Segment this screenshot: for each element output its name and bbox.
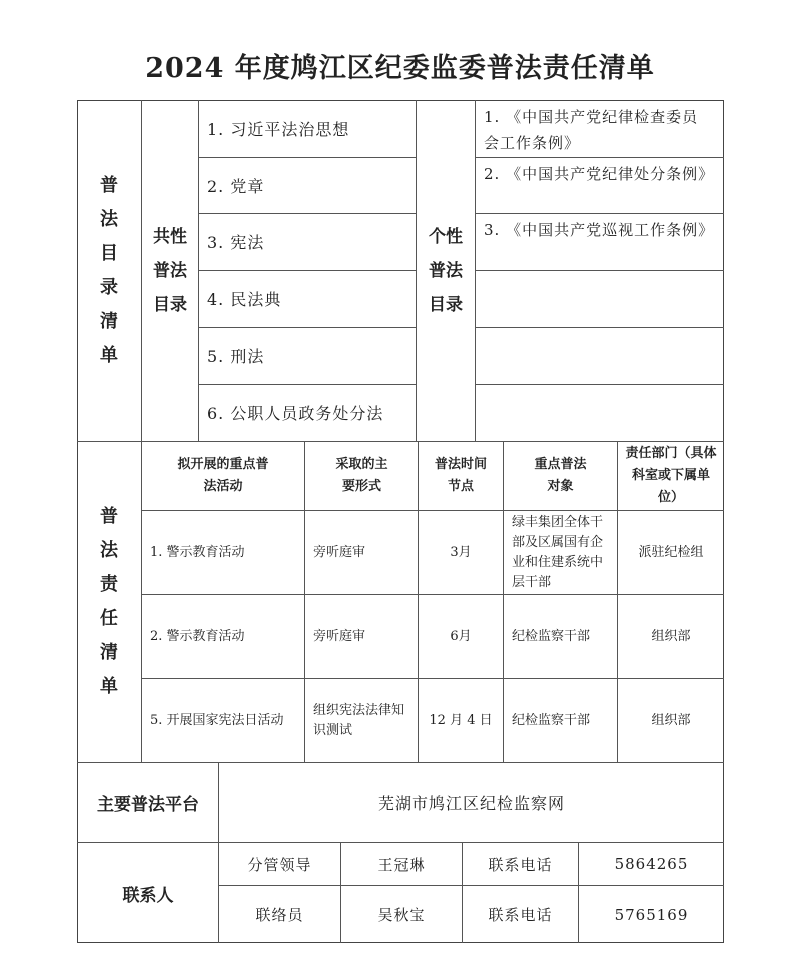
catalog-section-label: 普法目录清单: [100, 174, 118, 366]
common-item: 4. 民法典: [207, 290, 282, 309]
contact-phone-label: 联系电话: [488, 855, 553, 874]
specific-catalog-label: 个性普法目录: [429, 226, 463, 315]
table-cell-form: 组织宪法法律知识测试: [313, 702, 405, 738]
platform-label: 主要普法平台: [97, 795, 199, 815]
common-item: 2. 党章: [207, 176, 265, 196]
common-item: 5. 刑法: [207, 347, 265, 366]
specific-item: [476, 327, 723, 384]
column-header-time: 普法时间节点: [434, 456, 487, 494]
table-cell-target: 纪检监察干部: [512, 628, 591, 644]
table-cell-department: 组织部: [651, 628, 691, 644]
common-item: 1. 习近平法治思想: [207, 120, 350, 139]
contact-role: 联络员: [255, 906, 304, 924]
contact-phone-label: 联系电话: [488, 906, 553, 924]
specific-item: 1. 《中国共产党纪律检查委员会工作条例》: [484, 108, 699, 152]
contact-phone: 5765169: [614, 905, 689, 924]
common-item: 6. 公职人员政务处分法: [207, 404, 384, 423]
column-header-activity: 拟开展的重点普法活动: [177, 456, 269, 494]
table-cell-target: 纪检监察干部: [512, 712, 591, 728]
contact-name: 吴秋宝: [377, 906, 426, 924]
column-header-form: 采取的主要形式: [335, 456, 388, 494]
contact-label: 联系人: [122, 885, 174, 906]
responsibility-section-label: 普法责任清单: [100, 505, 118, 697]
table-cell-department: 派驻纪检组: [638, 544, 704, 560]
column-header-target: 重点普法对象: [534, 456, 587, 494]
specific-item: 3. 《中国共产党巡视工作条例》: [484, 221, 715, 239]
contact-role: 分管领导: [247, 855, 312, 874]
table-cell-target: 绿丰集团全体干部及区属国有企业和住建系统中层干部: [512, 514, 604, 590]
specific-item: [476, 384, 723, 441]
specific-item: 2. 《中国共产党纪律处分条例》: [484, 165, 715, 183]
table-cell-activity: 2. 警示教育活动: [150, 628, 245, 644]
table-cell-activity: 1. 警示教育活动: [150, 544, 245, 560]
specific-item: [476, 270, 723, 327]
table-cell-form: 旁听庭审: [313, 544, 366, 560]
contact-name: 王冠琳: [377, 855, 426, 874]
page-title: 2024 年度鸠江区纪委监委普法责任清单: [145, 53, 655, 84]
column-header-department: 责任部门（具体科室或下属单位）: [625, 445, 717, 505]
common-item: 3. 宪法: [207, 233, 265, 252]
table-cell-time: 6月: [450, 628, 472, 644]
table-cell-time: 3月: [450, 544, 472, 560]
contact-phone: 5864265: [614, 855, 689, 873]
common-catalog-label: 共性普法目录: [153, 226, 187, 315]
table-cell-time: 12 月 4 日: [429, 712, 493, 728]
table-cell-activity: 5. 开展国家宪法日活动: [150, 712, 284, 728]
table-cell-department: 组织部: [651, 712, 691, 728]
divider: [416, 100, 417, 441]
platform-value: 芜湖市鸠江区纪检监察网: [377, 794, 565, 813]
table-cell-form: 旁听庭审: [313, 628, 366, 644]
